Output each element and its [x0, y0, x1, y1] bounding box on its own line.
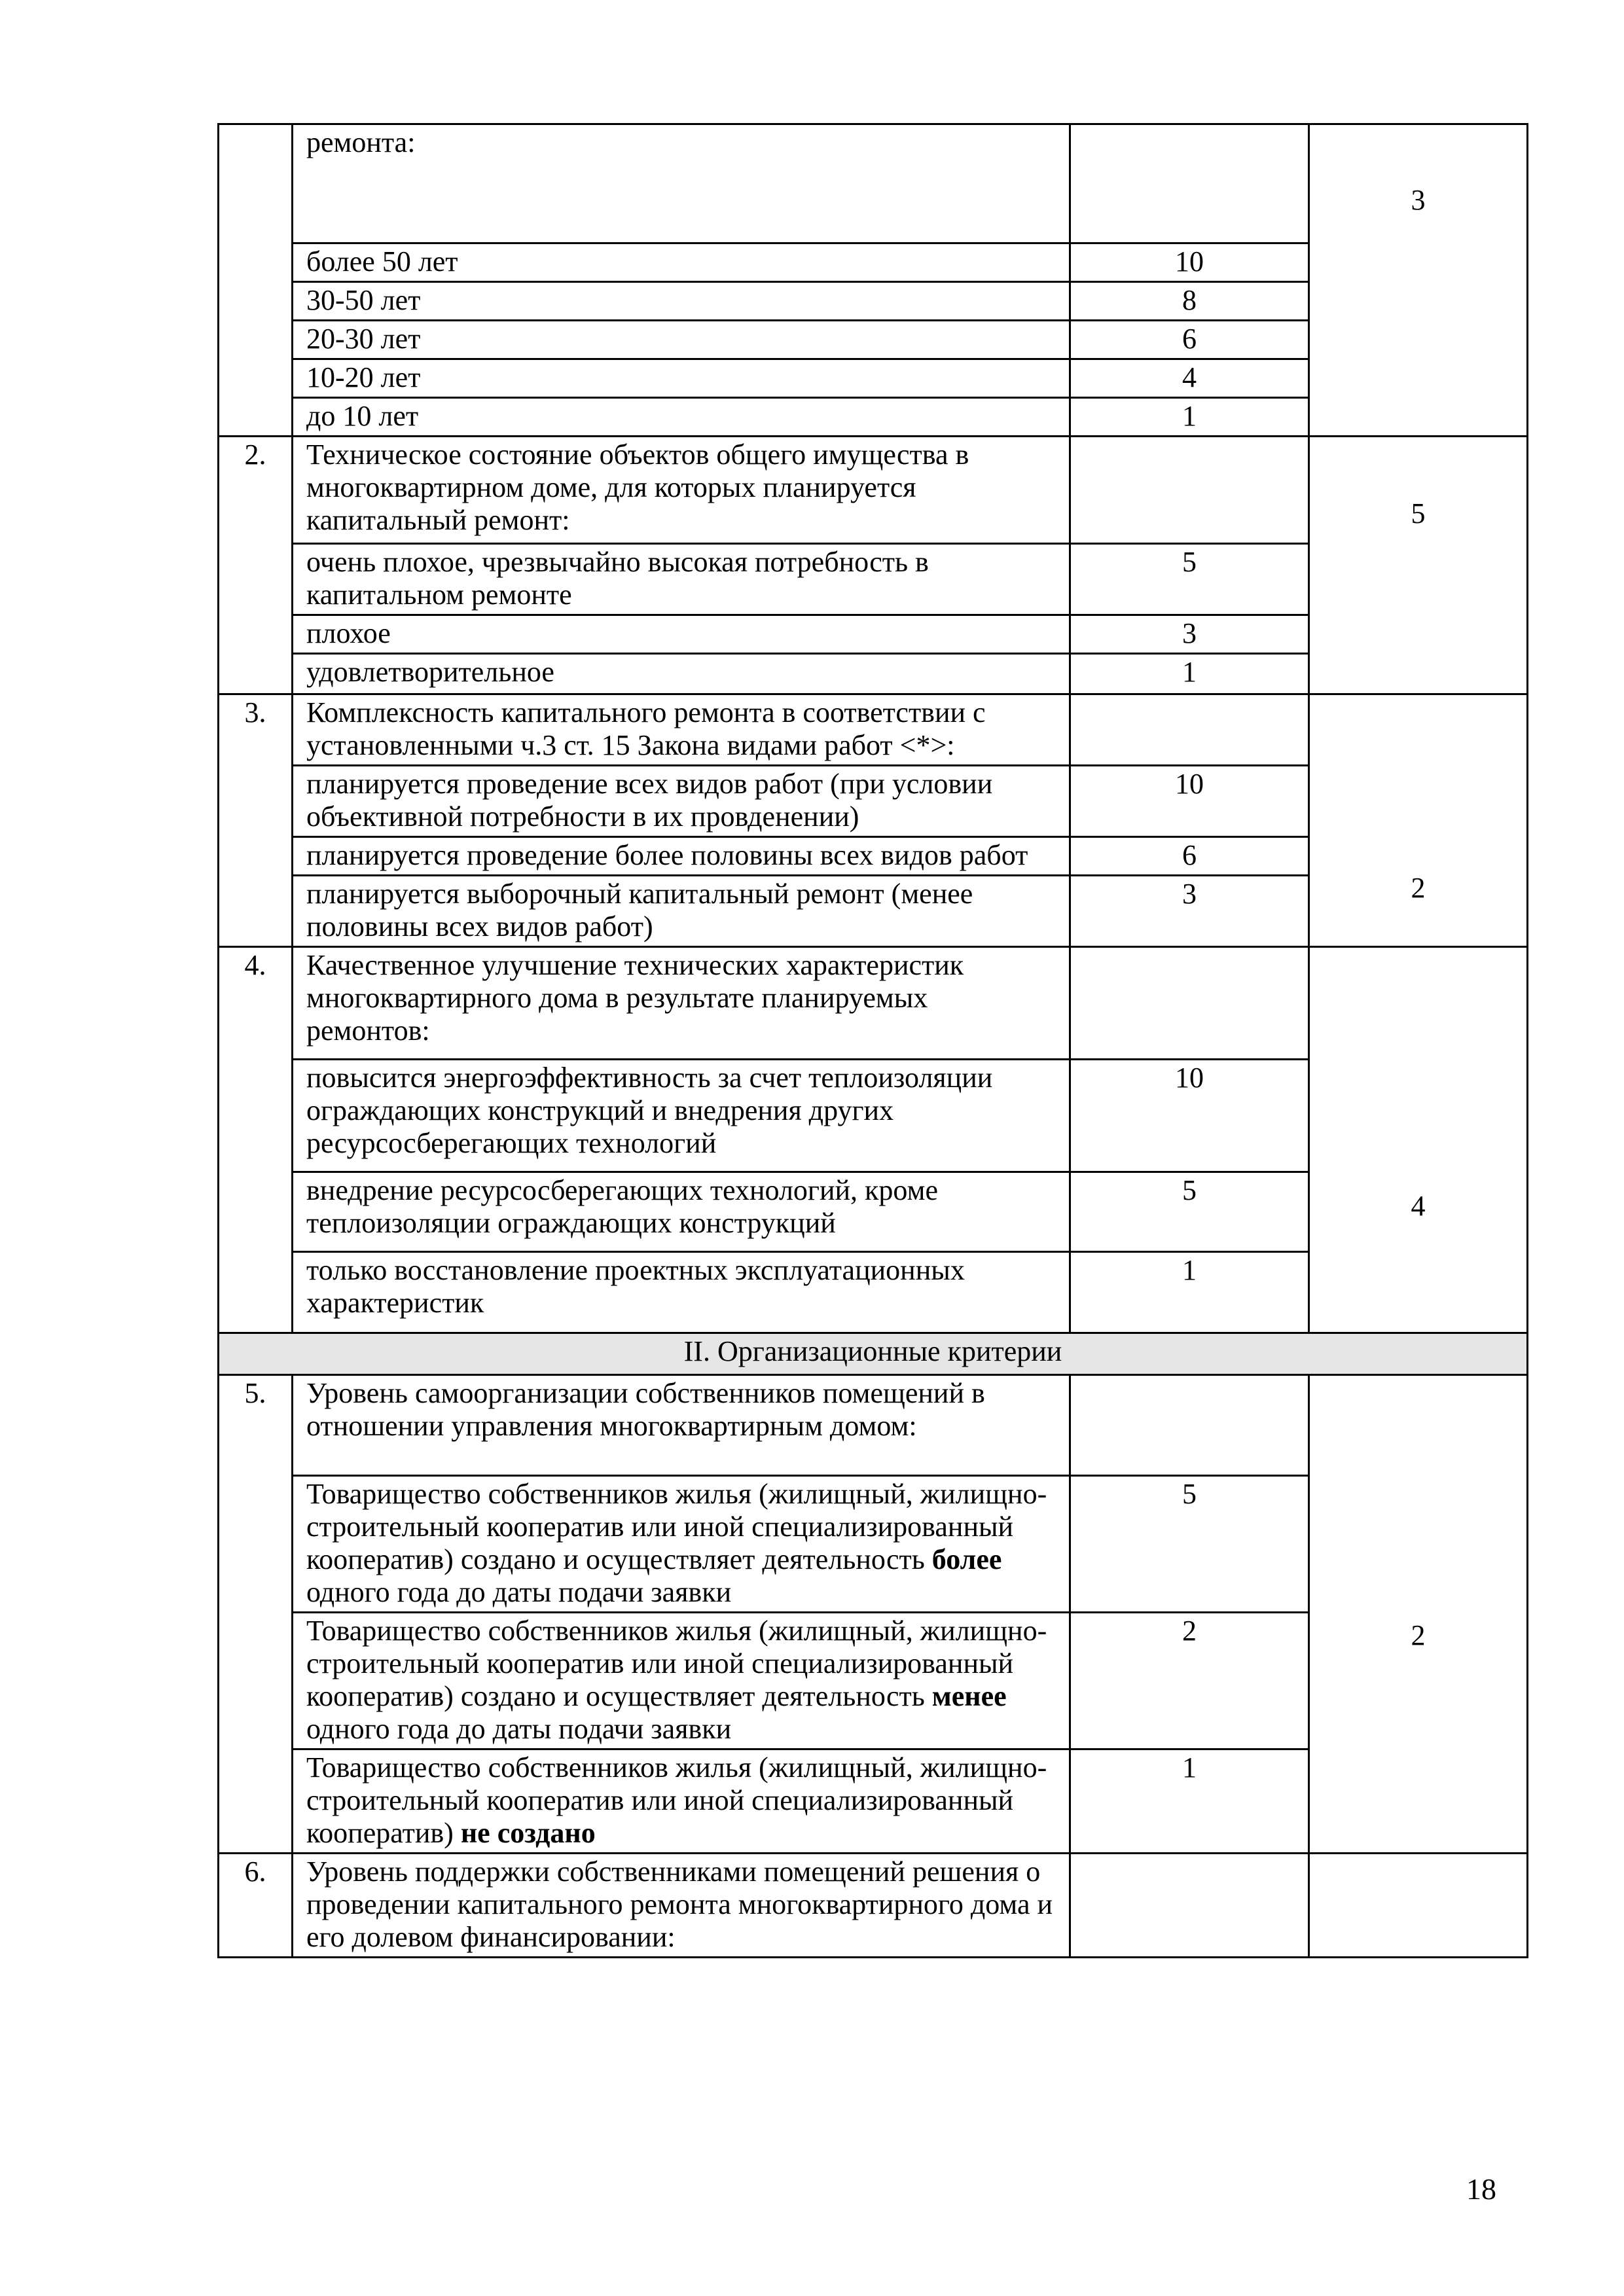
- option-emphasis: не создано: [460, 1817, 596, 1849]
- page-number: 18: [1466, 2172, 1496, 2206]
- weight-cell: 2: [1309, 1375, 1528, 1854]
- weight-cell: 4: [1309, 947, 1528, 1333]
- option-text: одного года до даты подачи заявки: [306, 1576, 732, 1608]
- criterion-title: Качественное улучшение технических характеристик многоквартирного дома в результате планируемых ремонтов:: [293, 947, 1070, 1060]
- option-label: повысится энергоэффективность за счет теплоизоляции ограждающих конструкций и внедрения других ресурсосберегающих технологий: [293, 1060, 1070, 1172]
- score-cell: [1070, 694, 1309, 766]
- option-score: 10: [1070, 1060, 1309, 1172]
- option-emphasis: менее: [931, 1680, 1007, 1712]
- option-emphasis: более: [931, 1543, 1002, 1575]
- criterion-number: 5.: [219, 1375, 293, 1854]
- criterion-title: Уровень поддержки собственниками помещений решения о проведении капитального ремонта многоквартирного дома и его долевом финансировании:: [293, 1854, 1070, 1958]
- option-label: [293, 1613, 1070, 1749]
- criterion-number: 4.: [219, 947, 293, 1333]
- option-score: 1: [1070, 398, 1309, 437]
- option-score: 5: [1070, 1172, 1309, 1252]
- option-label: планируется выборочный капитальный ремонт (менее половины всех видов работ): [293, 876, 1070, 947]
- row-number-cell: [219, 124, 293, 437]
- criterion-number: 2.: [219, 437, 293, 694]
- table-row: [219, 694, 1528, 766]
- option-label: очень плохое, чрезвычайно высокая потребность в капитальном ремонте: [293, 544, 1070, 615]
- option-label: 20-30 лет: [293, 321, 1070, 359]
- table-row: [219, 437, 1528, 544]
- option-label: [293, 1476, 1070, 1613]
- option-label: планируется проведение более половины всех видов работ: [293, 837, 1070, 876]
- option-label: [293, 1749, 1070, 1854]
- option-score: 5: [1070, 544, 1309, 615]
- section-header-row: [219, 1333, 1528, 1375]
- option-score: 3: [1070, 876, 1309, 947]
- table-row: [219, 1854, 1528, 1958]
- criteria-table: [217, 123, 1528, 1958]
- criterion-title: Комплексность капитального ремонта в соответствии с установленными ч.3 ст. 15 Закона видами работ <*>:: [293, 694, 1070, 766]
- option-text: Товарищество собственников жилья (жилищный, жилищно-строительный кооператив или иной специализированный кооператив) создано и осуществляет деятельность: [306, 1478, 1047, 1575]
- criterion-header-text: ремонта:: [293, 124, 1070, 243]
- option-label: более 50 лет: [293, 243, 1070, 282]
- section-title: II. Организационные критерии: [219, 1333, 1528, 1375]
- score-cell: [1070, 437, 1309, 544]
- score-cell: [1070, 1854, 1309, 1958]
- option-score: 3: [1070, 615, 1309, 654]
- option-label: 30-50 лет: [293, 282, 1070, 321]
- option-score: 10: [1070, 766, 1309, 837]
- table-row: [219, 1375, 1528, 1476]
- criterion-number: 6.: [219, 1854, 293, 1958]
- option-score: 4: [1070, 359, 1309, 398]
- option-label: только восстановление проектных эксплуатационных характеристик: [293, 1252, 1070, 1333]
- score-cell: [1070, 124, 1309, 243]
- weight-cell: 3: [1309, 124, 1528, 437]
- option-score: 5: [1070, 1476, 1309, 1613]
- weight-cell: 5: [1309, 437, 1528, 694]
- criterion-number: 3.: [219, 694, 293, 947]
- option-label: 10-20 лет: [293, 359, 1070, 398]
- option-score: 2: [1070, 1613, 1309, 1749]
- option-text: одного года до даты подачи заявки: [306, 1713, 732, 1745]
- weight-cell: 2: [1309, 694, 1528, 947]
- option-score: 8: [1070, 282, 1309, 321]
- option-label: планируется проведение всех видов работ (при условии объективной потребности в их провденении): [293, 766, 1070, 837]
- option-text: Товарищество собственников жилья (жилищный, жилищно-строительный кооператив или иной специализированный кооператив) создано и осуществляет деятельность: [306, 1615, 1047, 1712]
- criterion-title: Уровень самоорганизации собственников помещений в отношении управления многоквартирным домом:: [293, 1375, 1070, 1476]
- criterion-title: Техническое состояние объектов общего имущества в многоквартирном доме, для которых планируется капитальный ремонт:: [293, 437, 1070, 544]
- option-label: внедрение ресурсосберегающих технологий, кроме теплоизоляции ограждающих конструкций: [293, 1172, 1070, 1252]
- option-label: плохое: [293, 615, 1070, 654]
- option-score: 1: [1070, 654, 1309, 694]
- option-score: 1: [1070, 1252, 1309, 1333]
- option-score: 6: [1070, 321, 1309, 359]
- score-cell: [1070, 947, 1309, 1060]
- table-row: [219, 124, 1528, 243]
- option-label: до 10 лет: [293, 398, 1070, 437]
- option-label: удовлетворительное: [293, 654, 1070, 694]
- score-cell: [1070, 1375, 1309, 1476]
- option-text: Товарищество собственников жилья (жилищный, жилищно-строительный кооператив или иной специализированный кооператив): [306, 1751, 1047, 1849]
- weight-cell: [1309, 1854, 1528, 1958]
- table-row: [219, 947, 1528, 1060]
- option-score: 10: [1070, 243, 1309, 282]
- option-score: 1: [1070, 1749, 1309, 1854]
- option-score: 6: [1070, 837, 1309, 876]
